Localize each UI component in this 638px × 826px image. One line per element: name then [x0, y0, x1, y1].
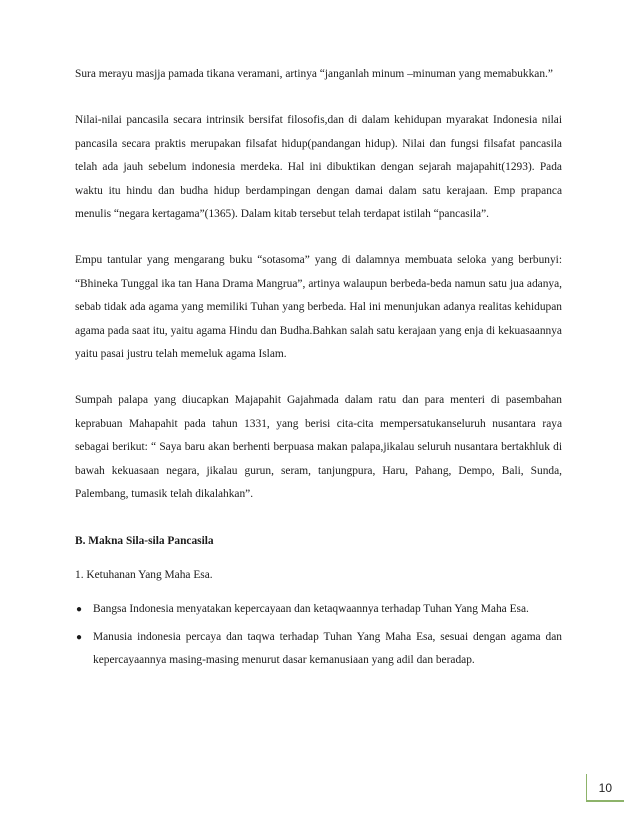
list-item: [75, 626, 562, 673]
page-number-text: 10: [598, 781, 612, 795]
paragraph-sura: Sura merayu masjja pamada tikana veramani, artinya “janganlah minum –minuman yang memabukkan.”: [75, 68, 553, 80]
bullet-list: [75, 598, 562, 672]
list-item-text: Manusia indonesia percaya dan taqwa terhadap Tuhan Yang Maha Esa, sesuai dengan agama dan kepercayaannya masing-masing menurut dasar kemanusiaan yang adil dan beradap.: [93, 630, 562, 667]
paragraph-empu-tantular: Empu tantular yang mengarang buku “sotasoma” yang di dalamnya membuata seloka yang berbunyi: “Bhineka Tunggal ika tan Hana Drama Mangrua”, artinya walaupun berbeda-beda namun satu jua adanya, sebab tidak ada agama yang memiliki Tuhan yang berbeda. Hal ini menunjukan adanya realitas kehidupan agama pada saat itu, yaitu agama Hindu dan Budha.Bahkan salah satu kerajaan yang enja di kekuasaannya yaitu pasai justru telah memeluk agama Islam.: [75, 254, 562, 361]
subsection-heading: 1. Ketuhanan Yang Maha Esa.: [75, 568, 213, 581]
bullet-icon: ●: [76, 631, 83, 643]
list-item: [75, 598, 562, 621]
bullet-icon: ●: [76, 604, 83, 616]
document-body: [75, 63, 562, 677]
list-item-text: Bangsa Indonesia menyatakan kepercayaan dan ketaqwaannya terhadap Tuhan Yang Maha Esa.: [93, 603, 529, 616]
paragraph-nilai-pancasila: Nilai-nilai pancasila secara intrinsik bersifat filosofis,dan di dalam kehidupan myarakat Indonesia nilai pancasila secara praktis merupakan filsafat hidup(pandangan hidup). Nilai dan fungsi filsafat pancasila telah ada jauh sebelum indonesia merdeka. Hal ini dibuktikan dengan sejarah majapahit(1293). Pada waktu itu hindu dan budha hidup berdampingan dengan damai dalam satu kerajaan. Emp prapanca menulis “negara kertagama”(1365). Dalam kitab tersebut telah terdapat istilah “pancasila”.: [75, 114, 562, 221]
page-number: [586, 774, 624, 802]
paragraph-sumpah-palapa: Sumpah palapa yang diucapkan Majapahit Gajahmada dalam ratu dan para menteri di pasembahan keprabuan Mahapahit pada tahun 1331, yang berisi cita-cita mempersatukanseluruh nusantara raya sebagai berikut: “ Saya baru akan berhenti berpuasa makan palapa,jikalau seluruh nusantara bertakhluk di bawah kekuasaan negara, jikalau gurun, seram, tanjungpura, Haru, Pahang, Dempo, Bali, Sunda, Palembang, tumasik telah dikalahkan”.: [75, 394, 562, 501]
section-heading: B. Makna Sila-sila Pancasila: [75, 534, 214, 547]
